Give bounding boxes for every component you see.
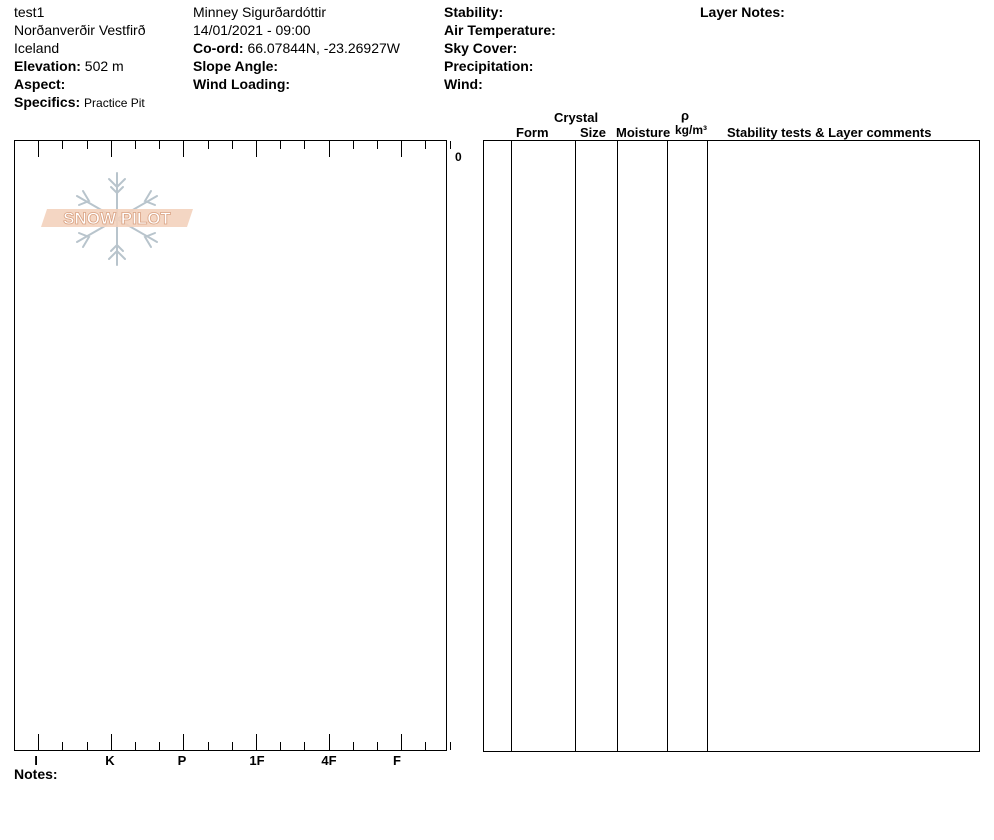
date-time: 14/01/2021 - 09:00 <box>193 22 311 38</box>
top-tick <box>232 141 233 149</box>
bottom-tick <box>304 742 305 750</box>
table-column-divider <box>575 141 576 751</box>
bottom-tick <box>377 742 378 750</box>
coord-row <box>193 40 400 56</box>
hardness-label-k: K <box>105 753 115 768</box>
elevation-label: Elevation: <box>14 58 81 74</box>
moisture-header: Moisture <box>616 125 671 140</box>
top-tick <box>425 141 426 149</box>
top-tick <box>62 141 63 149</box>
table-column-divider <box>707 141 708 751</box>
table-column-divider <box>617 141 618 751</box>
precipitation-label: Precipitation: <box>444 58 534 74</box>
bottom-tick <box>87 742 88 750</box>
notes-label: Notes: <box>14 766 58 782</box>
top-tick <box>401 141 402 157</box>
density-rho-header: ρ <box>681 108 690 123</box>
region: Norðanverðir Vestfirð <box>14 22 146 38</box>
bottom-tick <box>256 734 257 750</box>
bottom-tick <box>232 742 233 750</box>
top-tick <box>38 141 39 157</box>
bottom-tick <box>159 742 160 750</box>
density-unit-header: kg/m³ <box>675 123 708 137</box>
top-tick <box>208 141 209 149</box>
bottom-tick <box>62 742 63 750</box>
hardness-label-i: I <box>34 753 38 768</box>
air-temperature-label: Air Temperature: <box>444 22 556 38</box>
coord-value: 66.07844N, -23.26927W <box>247 40 400 56</box>
top-tick <box>353 141 354 149</box>
crystal-header: Crystal <box>554 110 599 125</box>
specifics-row <box>14 94 145 110</box>
bottom-tick <box>401 734 402 750</box>
bottom-tick <box>135 742 136 750</box>
bottom-tick <box>280 742 281 750</box>
coord-label: Co-ord: <box>193 40 244 56</box>
logo-text: SNOW PILOT <box>63 209 171 228</box>
top-tick <box>183 141 184 157</box>
bottom-tick <box>425 742 426 750</box>
observer-name: Minney Sigurðardóttir <box>193 4 327 20</box>
top-tick <box>450 141 451 149</box>
top-tick <box>280 141 281 149</box>
hardness-profile-chart <box>14 140 447 751</box>
stability-label: Stability: <box>444 4 504 20</box>
specifics-value: Practice Pit <box>84 96 145 110</box>
bottom-tick <box>450 742 451 750</box>
snowflake-icon <box>37 169 197 269</box>
country: Iceland <box>14 40 60 56</box>
wind-label: Wind: <box>444 76 483 92</box>
hardness-label-f: F <box>393 753 401 768</box>
specifics-label: Specifics: <box>14 94 81 110</box>
bottom-tick <box>111 734 112 750</box>
comments-header: Stability tests & Layer comments <box>727 125 932 140</box>
slope-angle-label: Slope Angle: <box>193 58 279 74</box>
bottom-tick <box>329 734 330 750</box>
bottom-tick <box>208 742 209 750</box>
layer-notes-label: Layer Notes: <box>700 4 785 20</box>
bottom-tick <box>183 734 184 750</box>
hardness-label-p: P <box>177 753 187 768</box>
top-tick <box>304 141 305 149</box>
top-tick <box>135 141 136 149</box>
aspect-label: Aspect: <box>14 76 66 92</box>
wind-loading-label: Wind Loading: <box>193 76 291 92</box>
sky-cover-label: Sky Cover: <box>444 40 518 56</box>
depth-zero-label: 0 <box>455 150 462 164</box>
pit-name: test1 <box>14 4 45 20</box>
elevation-row <box>14 58 124 74</box>
hardness-label-4f: 4F <box>321 753 337 768</box>
top-tick <box>377 141 378 149</box>
table-column-divider <box>511 141 512 751</box>
form-header: Form <box>516 125 549 140</box>
elevation-value: 502 m <box>84 58 124 74</box>
top-tick <box>256 141 257 157</box>
layer-table <box>483 140 980 752</box>
top-tick <box>159 141 160 149</box>
table-column-divider <box>667 141 668 751</box>
size-header: Size <box>580 125 607 140</box>
top-tick <box>87 141 88 149</box>
hardness-label-1f: 1F <box>249 753 265 768</box>
bottom-tick <box>38 734 39 750</box>
top-tick <box>111 141 112 157</box>
top-tick <box>329 141 330 157</box>
bottom-tick <box>353 742 354 750</box>
snow-pilot-logo <box>37 169 197 269</box>
